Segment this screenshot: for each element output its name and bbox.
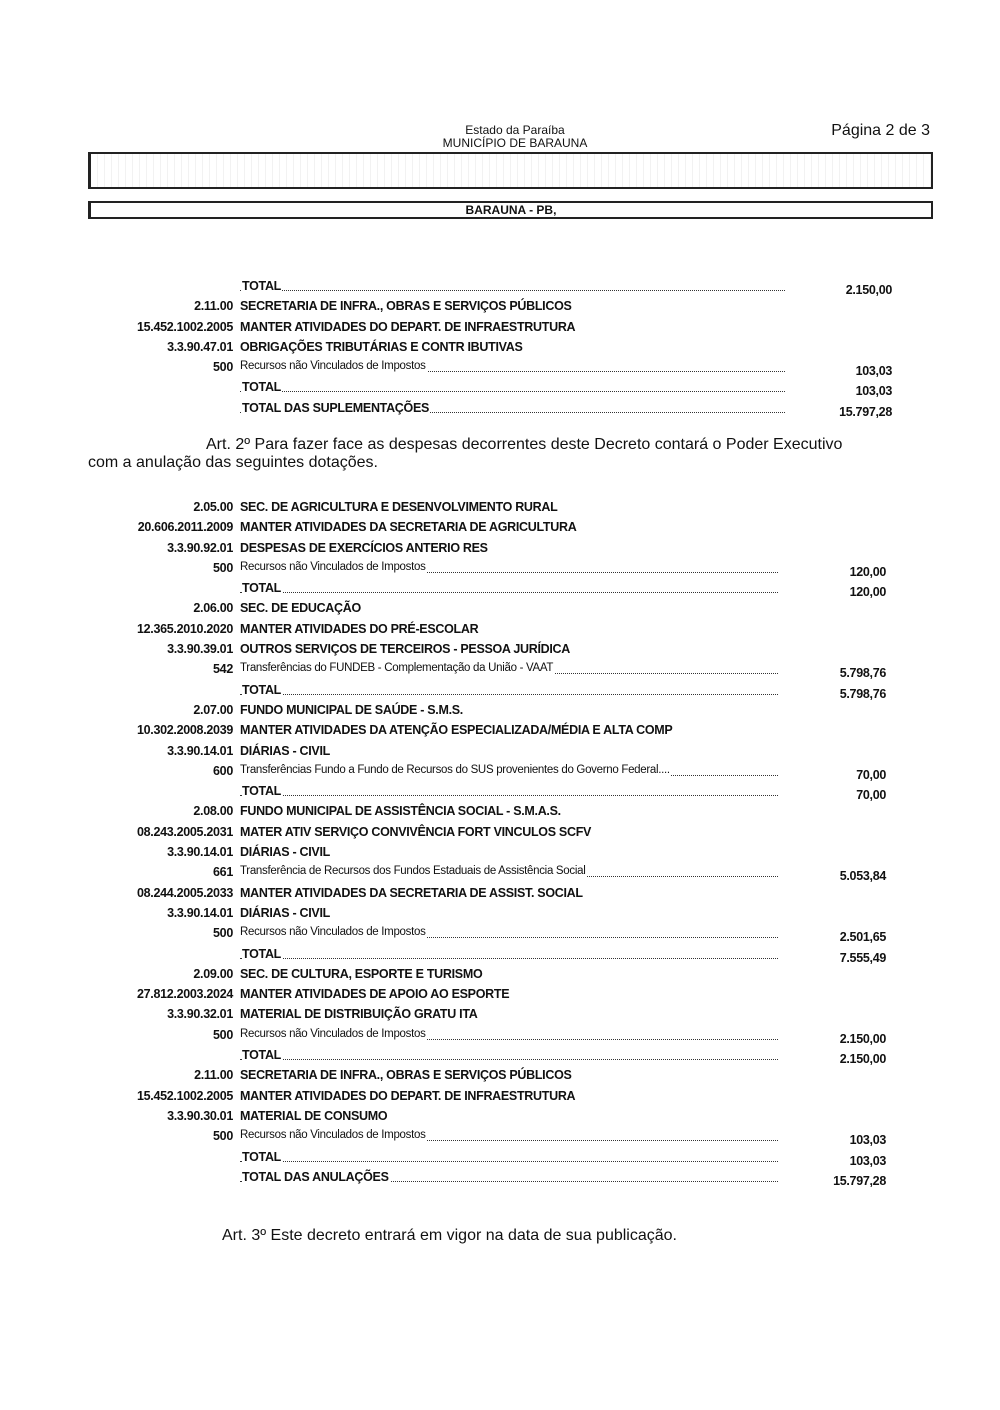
article-2-continuation: com a anulação das seguintes dotações. — [88, 454, 378, 471]
amount-value: 7.555,49 — [839, 950, 886, 965]
line-description: MANTER ATIVIDADES DA SECRETARIA DE ASSIST. SOCIAL — [240, 885, 583, 900]
budget-line — [0, 965, 1000, 985]
budget-code: 500 — [213, 1129, 233, 1144]
budget-line — [0, 338, 1000, 358]
total-row — [0, 681, 1000, 701]
budget-line — [0, 1087, 1000, 1107]
state-name: Estado da Paraíba — [465, 123, 565, 137]
amount-value: 15.797,28 — [833, 1173, 886, 1188]
budget-line — [0, 1066, 1000, 1086]
budget-line — [0, 297, 1000, 317]
budget-line — [0, 823, 1000, 843]
total-row — [0, 1046, 1000, 1066]
budget-line — [0, 318, 1000, 338]
dotted-leader — [240, 694, 778, 695]
line-description: MANTER ATIVIDADES DO DEPART. DE INFRAESTRUTURA — [240, 1088, 576, 1103]
dotted-leader — [240, 391, 785, 392]
budget-code: 500 — [213, 1027, 233, 1042]
page-number: Página 2 de 3 — [831, 122, 930, 139]
line-description: DIÁRIAS - CIVIL — [240, 743, 330, 758]
line-description: DESPESAS DE EXERCÍCIOS ANTERIO RES — [240, 540, 488, 555]
budget-code: 500 — [213, 926, 233, 941]
budget-line — [0, 640, 1000, 660]
amount-value: 120,00 — [849, 585, 886, 600]
amount-value: 2.150,00 — [845, 283, 892, 297]
budget-code: 3.3.90.47.01 — [167, 339, 233, 354]
total-row — [0, 579, 1000, 599]
line-description: OUTROS SERVIÇOS DE TERCEIROS - PESSOA JURÍDICA — [240, 642, 571, 657]
amount-value: 15.797,28 — [839, 404, 892, 419]
total-label: TOTAL DAS SUPLEMENTAÇÕES — [242, 400, 430, 415]
total-row — [0, 277, 1000, 297]
budget-code: 3.3.90.39.01 — [167, 642, 233, 657]
dotted-leader — [240, 290, 785, 291]
line-description: DIÁRIAS - CIVIL — [240, 845, 330, 860]
dotted-leader — [240, 1161, 778, 1162]
line-description: Transferências do FUNDEB - Complementação da União - VAAT — [240, 662, 554, 675]
amount-value: 103,03 — [849, 1133, 886, 1148]
budget-code: 2.07.00 — [193, 702, 233, 717]
line-description: SECRETARIA DE INFRA., OBRAS E SERVIÇOS PÚBLICOS — [240, 1068, 572, 1083]
annulments-section — [0, 498, 1000, 1188]
total-label: TOTAL — [242, 682, 282, 697]
amount-value: 5.053,84 — [839, 869, 886, 884]
article-3: Art. 3º Este decreto entrará em vigor na data de sua publicação. — [222, 1227, 677, 1244]
budget-code: 3.3.90.92.01 — [167, 540, 233, 555]
budget-code: 10.302.2008.2039 — [137, 723, 233, 738]
budget-code: 500 — [213, 360, 233, 375]
source-row — [0, 358, 1000, 378]
line-description: SECRETARIA DE INFRA., OBRAS E SERVIÇOS PÚBLICOS — [240, 299, 572, 314]
line-description: MANTER ATIVIDADES DA SECRETARIA DE AGRICULTURA — [240, 520, 577, 535]
budget-code: 08.243.2005.2031 — [137, 824, 233, 839]
budget-code: 600 — [213, 763, 233, 778]
budget-code: 2.11.00 — [194, 1068, 233, 1083]
line-description: MATERIAL DE DISTRIBUIÇÃO GRATU ITA — [240, 1007, 478, 1022]
budget-line — [0, 701, 1000, 721]
source-row — [0, 863, 1000, 883]
budget-line — [0, 843, 1000, 863]
line-description: MATERIAL DE CONSUMO — [240, 1108, 388, 1123]
document-header — [380, 124, 650, 150]
dotted-leader — [240, 1059, 778, 1060]
line-description: DIÁRIAS - CIVIL — [240, 905, 330, 920]
line-description: MANTER ATIVIDADES DE APOIO AO ESPORTE — [240, 987, 510, 1002]
amount-value: 2.150,00 — [839, 1031, 886, 1046]
budget-code: 2.06.00 — [193, 601, 233, 616]
budget-code: 661 — [213, 865, 233, 880]
budget-line — [0, 904, 1000, 924]
source-row — [0, 762, 1000, 782]
total-row — [0, 1168, 1000, 1188]
total-label: TOTAL — [242, 1149, 282, 1164]
budget-code: 3.3.90.14.01 — [167, 845, 233, 860]
line-description: MANTER ATIVIDADES DA ATENÇÃO ESPECIALIZADA/MÉDIA E ALTA COMP — [240, 723, 673, 738]
location-text: BARAUNA - PB, — [465, 203, 557, 217]
total-label: TOTAL — [242, 784, 282, 799]
amount-value: 5.798,76 — [839, 686, 886, 701]
budget-code: 542 — [213, 662, 233, 677]
total-label: TOTAL — [242, 946, 282, 961]
line-description: Recursos não Vinculados de Impostos — [240, 926, 426, 939]
budget-code: 3.3.90.30.01 — [167, 1108, 233, 1123]
source-row — [0, 1127, 1000, 1147]
total-row — [0, 1148, 1000, 1168]
municipality-name: MUNICÍPIO DE BARAUNA — [442, 136, 588, 150]
line-description: Transferências Fundo a Fundo de Recursos do SUS provenientes do Governo Federal.... — [240, 763, 670, 776]
total-label: TOTAL — [242, 581, 282, 596]
budget-code: 2.09.00 — [193, 966, 233, 981]
total-label: TOTAL — [242, 279, 282, 293]
total-row — [0, 945, 1000, 965]
article-2-lead: Art. 2º Para fazer face as despesas decorrentes deste Decreto contará o Poder Executivo — [206, 436, 843, 453]
source-row — [0, 924, 1000, 944]
budget-code: 3.3.90.14.01 — [167, 905, 233, 920]
amount-value: 5.798,76 — [839, 666, 886, 681]
line-description: Recursos não Vinculados de Impostos — [240, 360, 426, 373]
budget-code: 20.606.2011.2009 — [137, 520, 233, 535]
line-description: SEC. DE EDUCAÇÃO — [240, 601, 361, 616]
budget-code: 2.08.00 — [193, 804, 233, 819]
total-row — [0, 378, 1000, 398]
total-label: TOTAL — [242, 1048, 282, 1063]
budget-line — [0, 1107, 1000, 1127]
line-description: SEC. DE AGRICULTURA E DESENVOLVIMENTO RURAL — [240, 500, 558, 514]
budget-line — [0, 985, 1000, 1005]
line-description: FUNDO MUNICIPAL DE SAÚDE - S.M.S. — [240, 702, 463, 717]
budget-line — [0, 599, 1000, 619]
budget-code: 12.365.2010.2020 — [137, 621, 233, 636]
budget-line — [0, 539, 1000, 559]
line-description: MATER ATIV SERVIÇO CONVIVÊNCIA FORT VINCULOS SCFV — [240, 824, 592, 839]
amount-value: 70,00 — [856, 767, 886, 782]
line-description: Recursos não Vinculados de Impostos — [240, 560, 426, 573]
budget-code: 2.11.00 — [194, 299, 233, 314]
budget-code: 500 — [213, 560, 233, 575]
budget-line — [0, 498, 1000, 518]
line-description: Recursos não Vinculados de Impostos — [240, 1129, 426, 1142]
amount-value: 70,00 — [856, 788, 886, 803]
total-label: TOTAL DAS ANULAÇÕES — [242, 1169, 389, 1184]
line-description: Transferência de Recursos dos Fundos Estaduais de Assistência Social — [240, 865, 586, 878]
budget-code: 15.452.1002.2005 — [137, 1088, 233, 1103]
line-description: Recursos não Vinculados de Impostos — [240, 1027, 426, 1040]
budget-line — [0, 721, 1000, 741]
total-label: TOTAL — [242, 380, 282, 395]
total-row — [0, 782, 1000, 802]
line-description: FUNDO MUNICIPAL DE ASSISTÊNCIA SOCIAL - S.M.A.S. — [240, 804, 561, 819]
dotted-leader — [240, 795, 778, 796]
budget-line — [0, 884, 1000, 904]
budget-code: 15.452.1002.2005 — [137, 319, 233, 334]
source-row — [0, 1026, 1000, 1046]
budget-code: 27.812.2003.2024 — [137, 987, 233, 1002]
budget-line — [0, 1005, 1000, 1025]
supplements-section — [0, 277, 1000, 419]
header-box-blank — [88, 152, 933, 189]
line-description: OBRIGAÇÕES TRIBUTÁRIAS E CONTR IBUTIVAS — [240, 339, 523, 354]
location-box — [88, 201, 933, 219]
line-description: MANTER ATIVIDADES DO PRÉ-ESCOLAR — [240, 621, 479, 636]
dotted-leader — [240, 592, 778, 593]
budget-code: 2.05.00 — [193, 500, 233, 514]
total-row — [0, 399, 1000, 419]
amount-value: 103,03 — [855, 364, 892, 379]
budget-code: 3.3.90.14.01 — [167, 743, 233, 758]
budget-line — [0, 742, 1000, 762]
budget-line — [0, 620, 1000, 640]
dotted-leader — [240, 958, 778, 959]
line-description: MANTER ATIVIDADES DO DEPART. DE INFRAESTRUTURA — [240, 319, 576, 334]
amount-value: 103,03 — [855, 384, 892, 399]
source-row — [0, 559, 1000, 579]
amount-value: 103,03 — [849, 1153, 886, 1168]
amount-value: 2.150,00 — [839, 1052, 886, 1067]
amount-value: 120,00 — [849, 564, 886, 579]
budget-code: 08.244.2005.2033 — [137, 885, 233, 900]
budget-code: 3.3.90.32.01 — [167, 1007, 233, 1022]
source-row — [0, 660, 1000, 680]
amount-value: 2.501,65 — [839, 930, 886, 945]
line-description: SEC. DE CULTURA, ESPORTE E TURISMO — [240, 966, 483, 981]
budget-line — [0, 802, 1000, 822]
budget-line — [0, 518, 1000, 538]
